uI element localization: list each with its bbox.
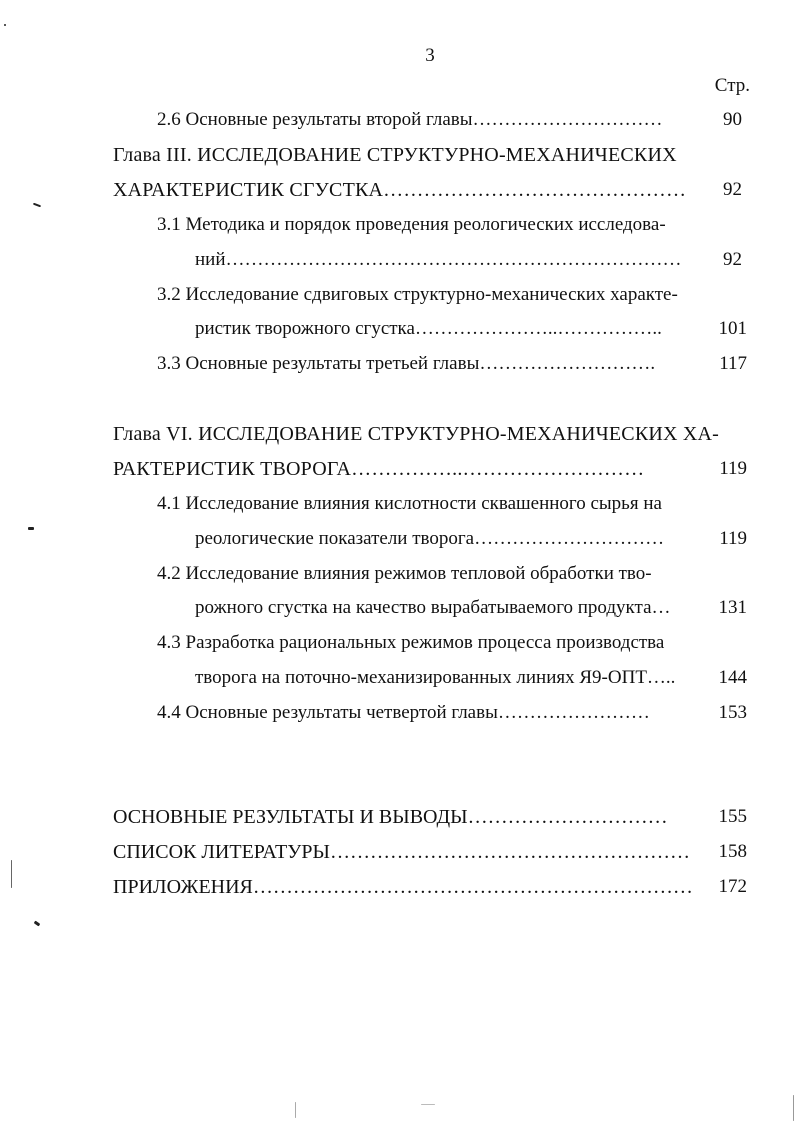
toc-entry-page: 119 [719, 458, 747, 479]
toc-section-heading: СПИСОК ЛИТЕРАТУРЫ……………………………………………… [113, 841, 690, 863]
scan-speck [28, 527, 34, 530]
toc-entry-text: 2.6 Основные результаты второй главы………………………… [157, 109, 663, 130]
toc-entry-page: 172 [718, 876, 747, 897]
toc-entry-text: рожного сгустка на качество вырабатываемого продукта… [195, 597, 671, 618]
toc-entry-text: ристик творожного сгустка…………………..…………….. [195, 318, 662, 339]
toc-entry-text: 4.3 Разработка рациональных режимов процесса производства [157, 632, 665, 653]
toc-chapter-heading: Глава VI. ИССЛЕДОВАНИЕ СТРУКТУРНО-МЕХАНИЧЕСКИХ ХА- [113, 423, 720, 445]
toc-entry-text: 4.4 Основные результаты четвертой главы…………………… [157, 702, 650, 723]
toc-entry-page: 101 [718, 318, 747, 339]
toc-entry-text: творога на поточно-механизированных линиях Я9-ОПТ….. [195, 667, 676, 688]
toc-chapter-heading: ХАРАКТЕРИСТИК СГУСТКА……………………………………… [113, 179, 687, 201]
scan-mark [295, 1102, 296, 1118]
scan-mark [11, 860, 12, 888]
toc-entry-page: 158 [718, 841, 747, 862]
toc-entry-page: 117 [719, 353, 747, 374]
scan-mark [421, 1104, 435, 1105]
toc-entry-page: 144 [718, 667, 747, 688]
page-column-label: Стр. [714, 75, 750, 96]
toc-entry-page: 119 [719, 528, 747, 549]
toc-entry-page: 92 [723, 179, 742, 200]
scan-speck [4, 24, 6, 26]
scan-speck [33, 203, 41, 208]
toc-entry-text: реологические показатели творога………………………… [195, 528, 665, 549]
toc-entry-page: 155 [718, 806, 747, 827]
scan-speck [34, 921, 41, 927]
toc-entry-text: 3.2 Исследование сдвиговых структурно-механических характе- [157, 284, 678, 305]
page-number: 3 [425, 45, 435, 66]
toc-entry-text: 4.2 Исследование влияния режимов тепловой обработки тво- [157, 563, 652, 584]
scan-mark [793, 1095, 794, 1121]
toc-entry-page: 153 [718, 702, 747, 723]
toc-entry-text: 4.1 Исследование влияния кислотности сквашенного сырья на [157, 493, 662, 514]
toc-section-heading: ОСНОВНЫЕ РЕЗУЛЬТАТЫ И ВЫВОДЫ………………………… [113, 806, 668, 828]
toc-entry-text: 3.1 Методика и порядок проведения реологических исследова- [157, 214, 666, 235]
toc-entry-text: ний……………………………………………………………… [195, 249, 682, 270]
toc-section-heading: ПРИЛОЖЕНИЯ………………………………………………………… [113, 876, 693, 898]
toc-entry-page: 90 [723, 109, 742, 130]
toc-entry-page: 92 [723, 249, 742, 270]
toc-entry-text: 3.3 Основные результаты третьей главы………………………. [157, 353, 656, 374]
toc-chapter-heading: РАКТЕРИСТИК ТВОРОГА……………..……………………… [113, 458, 645, 480]
toc-chapter-heading: Глава III. ИССЛЕДОВАНИЕ СТРУКТУРНО-МЕХАНИЧЕСКИХ [113, 144, 677, 166]
toc-entry-page: 131 [718, 597, 747, 618]
